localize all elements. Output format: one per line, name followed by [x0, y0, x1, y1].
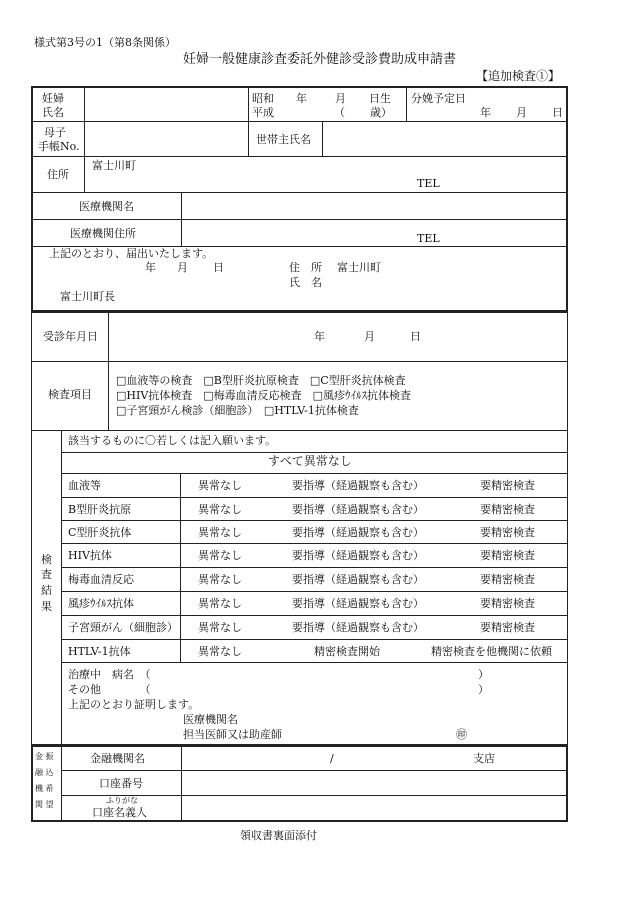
- pregnant-name-label-1: 妊婦: [42, 92, 64, 105]
- result-normal-option[interactable]: 異常なし: [198, 503, 242, 516]
- result-normal-option[interactable]: 異常なし: [198, 645, 242, 658]
- all-normal-option[interactable]: すべて異常なし: [268, 454, 352, 468]
- test-items-line-2[interactable]: □HIV抗体検査 □梅毒血清反応検査 □風疹ｳｲﾙｽ抗体検査: [116, 389, 412, 402]
- form-number: 様式第3号の1（第8条関係）: [34, 36, 176, 49]
- result-normal-option[interactable]: 異常なし: [198, 597, 242, 610]
- visit-date-label: 受診年月日: [43, 330, 98, 343]
- declaration-text: 上記のとおり、届出いたします。: [49, 247, 214, 260]
- declaration-year: 年: [145, 261, 156, 274]
- bank-separator: /: [330, 752, 334, 765]
- era-showa: 昭和: [252, 92, 274, 105]
- results-label-3: 結: [41, 584, 52, 597]
- result-detailed-option[interactable]: 要精密検査: [480, 503, 535, 516]
- applicant-address-label: 住 所: [289, 261, 322, 274]
- other-close: ）: [478, 683, 489, 696]
- other-label: その他 （: [68, 683, 151, 696]
- branch-label: 支店: [473, 752, 495, 765]
- bank-side-label-2: 融 込: [35, 768, 54, 777]
- declaration-day: 日: [213, 261, 224, 274]
- institution-label: 医療機関名: [79, 200, 134, 213]
- result-row-name: B型肝炎抗原: [68, 503, 132, 516]
- visit-date-field[interactable]: [110, 314, 566, 359]
- householder-name-field[interactable]: [324, 123, 566, 154]
- account-holder-label: 口座名義人: [92, 806, 147, 819]
- address-label: 住所: [47, 168, 69, 181]
- declaration-month: 月: [177, 261, 188, 274]
- institution-address-label: 医療機関住所: [70, 227, 136, 240]
- applicant-name-field[interactable]: [335, 275, 535, 290]
- handbook-label-2: 手帳No.: [38, 140, 80, 153]
- result-detailed-option[interactable]: 要精密検査: [480, 479, 535, 492]
- applicant-address-value: 富士川町: [337, 261, 381, 274]
- diagnosis-field[interactable]: [166, 667, 466, 697]
- account-holder-field[interactable]: [183, 797, 566, 820]
- result-detailed-option[interactable]: 要精密検査: [480, 549, 535, 562]
- result-row-name: 風疹ｳｲﾙｽ抗体: [68, 597, 134, 610]
- result-guidance-option[interactable]: 要指導（経過観察も含む）: [292, 621, 424, 634]
- era-heisei: 平成: [252, 106, 274, 119]
- result-row-name: 血液等: [68, 479, 101, 492]
- treatment-label: 治療中 病名 （: [68, 668, 151, 681]
- result-detailed-option[interactable]: 要精密検査: [480, 621, 535, 634]
- additional-test-tag: 【追加検査①】: [476, 69, 561, 83]
- results-instruction: 該当するものに〇若しくは記入願います。: [68, 434, 277, 447]
- bank-side-label-1: 金 振: [35, 752, 54, 761]
- result-start-option[interactable]: 精密検査開始: [314, 645, 380, 658]
- result-normal-option[interactable]: 異常なし: [198, 479, 242, 492]
- bank-side-label-3: 機 希: [35, 784, 54, 793]
- result-row-name: 子宮頸がん（細胞診）: [68, 621, 178, 634]
- account-number-field[interactable]: [183, 772, 566, 793]
- institution-address-field[interactable]: [183, 221, 408, 244]
- pregnant-name-label-2: 氏名: [42, 106, 64, 119]
- certification-text: 上記のとおり証明します。: [68, 698, 200, 711]
- cert-doctor-label: 担当医師又は助産師: [183, 728, 282, 741]
- result-guidance-option[interactable]: 要指導（経過観察も含む）: [292, 479, 424, 492]
- applicant-name-label: 氏 名: [289, 276, 322, 289]
- due-year-label: 年: [480, 106, 491, 119]
- bank-side-label-4: 関 望: [35, 800, 54, 809]
- results-label-1: 検: [41, 553, 52, 566]
- treatment-close: ）: [478, 668, 489, 681]
- birth-day-label: 日生: [369, 92, 391, 105]
- result-guidance-option[interactable]: 要指導（経過観察も含む）: [292, 597, 424, 610]
- handbook-number-field[interactable]: [86, 123, 246, 154]
- test-items-line-1[interactable]: □血液等の検査 □B型肝炎抗原検査 □C型肝炎抗体検査: [116, 374, 406, 387]
- result-row-name: HTLV-1抗体: [68, 645, 131, 658]
- cert-institution-label: 医療機関名: [183, 713, 238, 726]
- receipt-note: 領収書裏面添付: [240, 829, 317, 842]
- age-close: 歳）: [370, 106, 392, 119]
- age-open: （: [334, 106, 345, 119]
- result-guidance-option[interactable]: 要指導（経過観察も含む）: [292, 503, 424, 516]
- householder-label: 世帯主氏名: [256, 133, 311, 146]
- pregnant-name-field[interactable]: [86, 88, 246, 119]
- result-row-name: 梅毒血清反応: [68, 573, 134, 586]
- birth-year-label: 年: [296, 92, 307, 105]
- seal-mark: ㊞: [456, 728, 467, 741]
- result-detailed-option[interactable]: 要精密検査: [480, 597, 535, 610]
- due-month-label: 月: [516, 106, 527, 119]
- handbook-label-1: 母子: [44, 126, 66, 139]
- result-normal-option[interactable]: 異常なし: [198, 621, 242, 634]
- result-guidance-option[interactable]: 要指導（経過観察も含む）: [292, 549, 424, 562]
- tel-label-1: TEL: [417, 177, 440, 190]
- result-detailed-option[interactable]: 要精密検査: [480, 526, 535, 539]
- address-field[interactable]: [150, 158, 410, 190]
- bank-name-label: 金融機関名: [90, 752, 145, 765]
- result-normal-option[interactable]: 異常なし: [198, 549, 242, 562]
- tel-label-2: TEL: [417, 232, 440, 245]
- test-items-label: 検査項目: [48, 388, 92, 401]
- result-guidance-option[interactable]: 要指導（経過観察も含む）: [292, 573, 424, 586]
- test-items-line-3[interactable]: □子宮頸がん検診（細胞診） □HTLV-1抗体検査: [116, 404, 359, 417]
- result-guidance-option[interactable]: 要指導（経過観察も含む）: [292, 526, 424, 539]
- result-normal-option[interactable]: 異常なし: [198, 526, 242, 539]
- mayor-addressee: 富士川町長: [60, 290, 115, 303]
- result-detailed-option[interactable]: 要精密検査: [480, 573, 535, 586]
- address-town: 富士川町: [92, 159, 136, 172]
- bank-name-field[interactable]: [183, 747, 566, 768]
- results-label-2: 査: [41, 568, 52, 581]
- form-title: 妊婦一般健康診査委託外健診受診費助成申請書: [183, 52, 457, 67]
- result-row-name: HIV抗体: [68, 549, 112, 562]
- result-refer-option[interactable]: 精密検査を他機関に依頼: [431, 645, 552, 658]
- due-day-label: 日: [552, 106, 563, 119]
- visit-day: 日: [410, 330, 421, 343]
- institution-name-field[interactable]: [183, 194, 566, 217]
- furigana-label: ふりがな: [106, 796, 138, 805]
- visit-year: 年: [314, 330, 325, 343]
- account-number-label: 口座番号: [99, 777, 143, 790]
- results-label-4: 果: [41, 600, 52, 613]
- birth-month-label: 月: [335, 92, 346, 105]
- result-normal-option[interactable]: 異常なし: [198, 573, 242, 586]
- visit-month: 月: [364, 330, 375, 343]
- result-row-name: C型肝炎抗体: [68, 526, 132, 539]
- due-date-label: 分娩予定日: [411, 92, 466, 105]
